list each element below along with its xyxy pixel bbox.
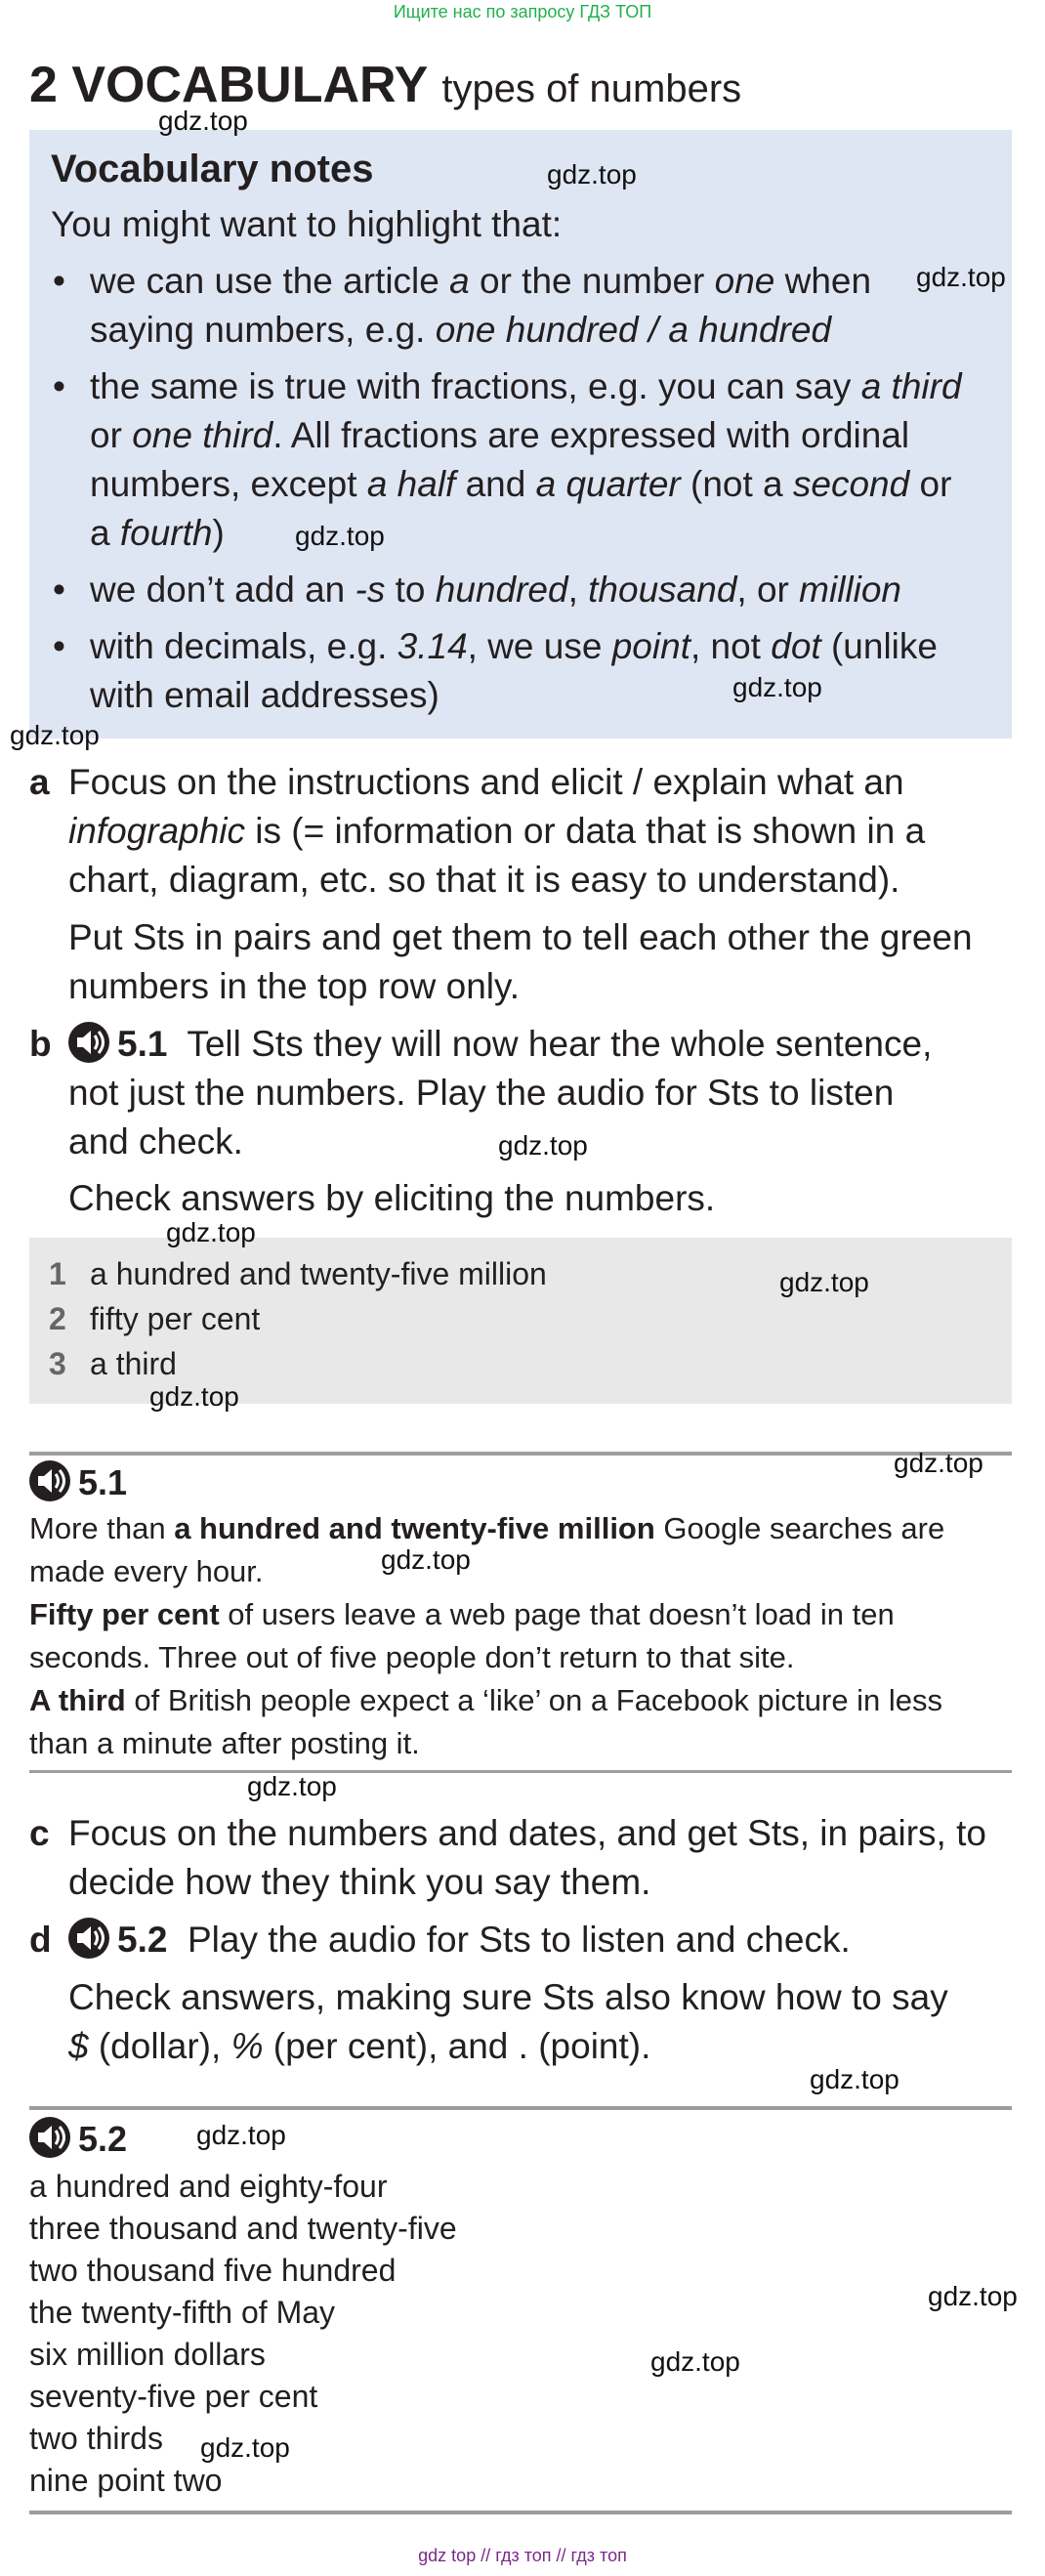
watermark: gdz.top <box>732 672 822 702</box>
divider <box>29 1452 1012 1456</box>
step-c-text: Focus on the numbers and dates, and get Sts, in pairs, to decide how they think you say them. <box>68 1813 986 1902</box>
audio-51-heading: 5.1 <box>29 1459 127 1506</box>
notes-bullet-1: • we can use the article a or the number one when saying numbers, e.g. one hundred / a hundred <box>51 257 988 355</box>
bullet-icon: • <box>53 626 65 666</box>
audio-51-sentence-3: A third of British people expect a ‘like’ on a Facebook picture in less than a minute after posting it. <box>29 1683 943 1760</box>
audio-52-line: two thousand five hundred <box>29 2253 397 2288</box>
divider <box>29 2106 1012 2110</box>
audio-icon[interactable] <box>68 1022 109 1063</box>
notes-heading: Vocabulary notes <box>51 148 374 190</box>
watermark: gdz.top <box>547 159 637 190</box>
track-number: 5.1 <box>117 1024 168 1064</box>
watermark: gdz.top <box>381 1544 471 1575</box>
watermark: gdz.top <box>894 1448 983 1478</box>
watermark: gdz.top <box>650 2346 740 2377</box>
audio-52-line: the twenty-fifth of May <box>29 2295 336 2330</box>
step-a-letter: a <box>29 762 50 802</box>
audio-51-sentence-2: Fifty per cent of users leave a web page that doesn’t load in ten seconds. Three out of five people don’t return to that site. <box>29 1597 895 1674</box>
watermark: gdz.top <box>196 2120 286 2150</box>
step-a-text: Focus on the instructions and elicit / explain what an infographic is (= information or data that is shown in a chart, diagram, etc. so that it is easy to understand). <box>68 762 926 900</box>
answer-row: 3 a third <box>49 1346 177 1381</box>
watermark: gdz.top <box>498 1130 588 1161</box>
answers-box <box>29 1238 1012 1404</box>
divider <box>29 1770 1012 1773</box>
footer-links[interactable]: gdz top // гдз топ // гдз топ <box>418 2546 627 2565</box>
audio-52-line: seventy-five per cent <box>29 2379 318 2414</box>
watermark: gdz.top <box>166 1217 256 1247</box>
watermark: gdz.top <box>149 1381 239 1412</box>
step-d-text: 5.2 Play the audio for Sts to listen and check. <box>68 1916 1006 1964</box>
step-d-text-2: Check answers, making sure Sts also know how to say $ (dollar), % (per cent), and . (point). <box>68 1977 948 2066</box>
watermark: gdz.top <box>247 1771 337 1801</box>
watermark: gdz.top <box>158 106 248 136</box>
step-b-letter: b <box>29 1024 52 1064</box>
watermark: gdz.top <box>810 2064 899 2094</box>
top-banner[interactable]: Ищите нас по запросу ГДЗ ТОП <box>393 2 652 21</box>
watermark: gdz.top <box>200 2432 290 2463</box>
audio-52-line: a hundred and eighty-four <box>29 2169 388 2204</box>
watermark: gdz.top <box>916 262 1006 292</box>
step-b-text: 5.1 Tell Sts they will now hear the whole sentence, not just the numbers. Play the audio for Sts to listen and check. <box>68 1024 933 1161</box>
audio-52-line: three thousand and twenty-five <box>29 2211 457 2246</box>
notes-bullet-4: • with decimals, e.g. 3.14, we use point, not dot (unlike with email addresses) <box>51 622 988 720</box>
step-b-text-2: Check answers by eliciting the numbers. <box>68 1178 716 1218</box>
bullet-icon: • <box>53 366 65 406</box>
step-c-letter: c <box>29 1813 50 1853</box>
audio-52-heading: 5.2 <box>29 2116 127 2163</box>
section-subtitle: types of numbers <box>441 67 742 110</box>
notes-intro: You might want to highlight that: <box>51 204 563 244</box>
divider <box>29 2511 1012 2514</box>
answer-row: 2 fifty per cent <box>49 1301 261 1336</box>
answer-row: 1 a hundred and twenty-five million <box>49 1256 547 1291</box>
audio-52-line: two thirds <box>29 2421 163 2456</box>
notes-bullet-2: • the same is true with fractions, e.g. you can say a third or one third. All fractions are expressed with ordinal numbers, except a half and a quarter (not a second or a fourth) <box>51 362 988 558</box>
watermark: gdz.top <box>295 521 385 551</box>
audio-52-line: six million dollars <box>29 2337 266 2372</box>
audio-51-sentence-1: More than a hundred and twenty-five million Google searches are made every hour. <box>29 1511 945 1588</box>
bullet-icon: • <box>53 261 65 301</box>
audio-icon[interactable] <box>68 1918 109 1959</box>
page-title <box>29 51 741 123</box>
section-title: 2 VOCABULARY <box>29 57 429 113</box>
bullet-icon: • <box>53 570 65 610</box>
watermark: gdz.top <box>928 2281 1018 2311</box>
watermark: gdz.top <box>10 720 100 750</box>
audio-52-line: nine point two <box>29 2463 223 2498</box>
vocabulary-notes-panel <box>29 130 1012 739</box>
audio-icon[interactable] <box>29 2117 70 2158</box>
audio-icon[interactable] <box>29 1460 70 1501</box>
step-a-text-2: Put Sts in pairs and get them to tell each other the green numbers in the top row only. <box>68 917 973 1006</box>
notes-bullet-3: • we don’t add an -s to hundred, thousand, or million <box>51 566 988 614</box>
step-d-letter: d <box>29 1920 52 1960</box>
watermark: gdz.top <box>779 1267 869 1297</box>
